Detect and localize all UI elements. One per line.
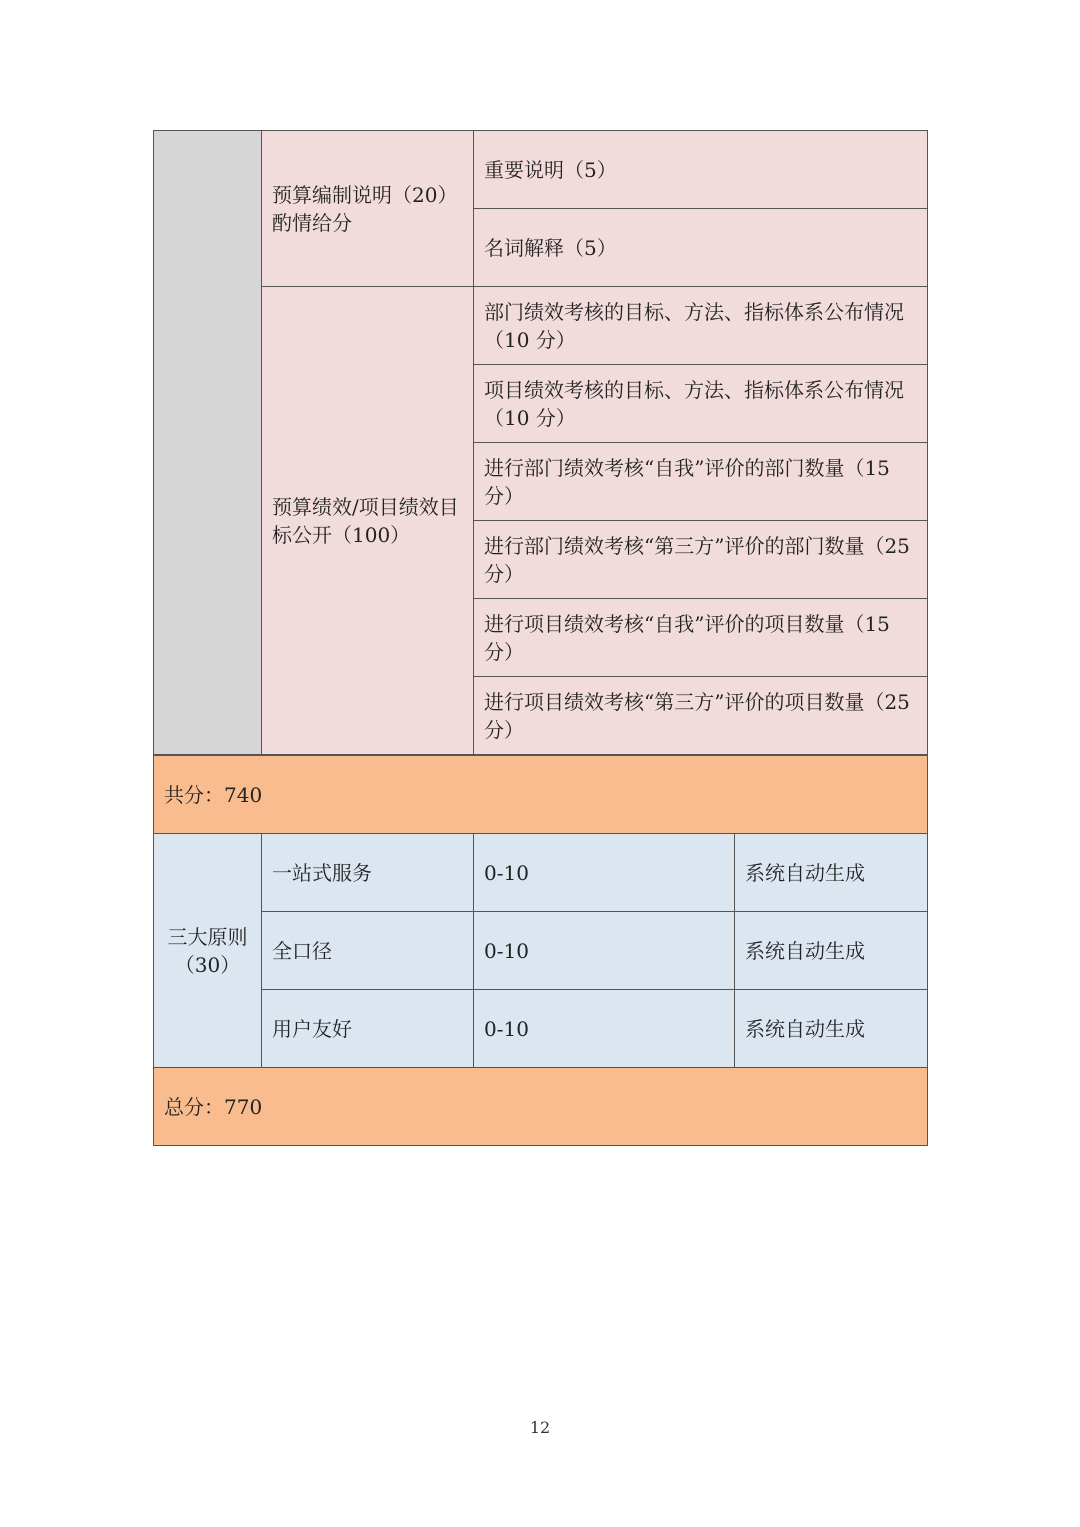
table-row — [154, 990, 928, 1068]
principle-method: 系统自动生成 — [735, 834, 928, 912]
page-number: 12 — [529, 1418, 551, 1437]
principles-label: 三大原则（30） — [154, 834, 262, 1068]
scoring-table — [153, 130, 928, 755]
principle-name: 全口径 — [262, 912, 474, 990]
performance-item: 进行部门绩效考核“自我”评价的部门数量（15 分） — [474, 443, 928, 521]
principle-range: 0-10 — [474, 834, 735, 912]
table-row — [154, 756, 928, 834]
budget-explanation-item: 名词解释（5） — [474, 209, 928, 287]
principle-range: 0-10 — [474, 912, 735, 990]
total-cell: 总分：770 — [154, 1068, 928, 1146]
table-row — [154, 912, 928, 990]
principle-method: 系统自动生成 — [735, 990, 928, 1068]
budget-explanation-label: 预算编制说明（20）酌情给分 — [262, 131, 474, 287]
table-row — [154, 834, 928, 912]
scoring-table-lower — [153, 755, 928, 1146]
principle-method: 系统自动生成 — [735, 912, 928, 990]
performance-item: 进行项目绩效考核“自我”评价的项目数量（15 分） — [474, 599, 928, 677]
subtotal-cell: 共分：740 — [154, 756, 928, 834]
category-cell-blank — [154, 131, 262, 755]
table-row — [154, 287, 928, 365]
principle-range: 0-10 — [474, 990, 735, 1068]
performance-label: 预算绩效/项目绩效目标公开（100） — [262, 287, 474, 755]
performance-item: 项目绩效考核的目标、方法、指标体系公布情况（10 分） — [474, 365, 928, 443]
performance-item: 进行项目绩效考核“第三方”评价的项目数量（25 分） — [474, 677, 928, 755]
performance-item: 部门绩效考核的目标、方法、指标体系公布情况（10 分） — [474, 287, 928, 365]
budget-explanation-item: 重要说明（5） — [474, 131, 928, 209]
principle-name: 一站式服务 — [262, 834, 474, 912]
table-row — [154, 131, 928, 209]
performance-item: 进行部门绩效考核“第三方”评价的部门数量（25 分） — [474, 521, 928, 599]
principle-name: 用户友好 — [262, 990, 474, 1068]
table-row — [154, 1068, 928, 1146]
